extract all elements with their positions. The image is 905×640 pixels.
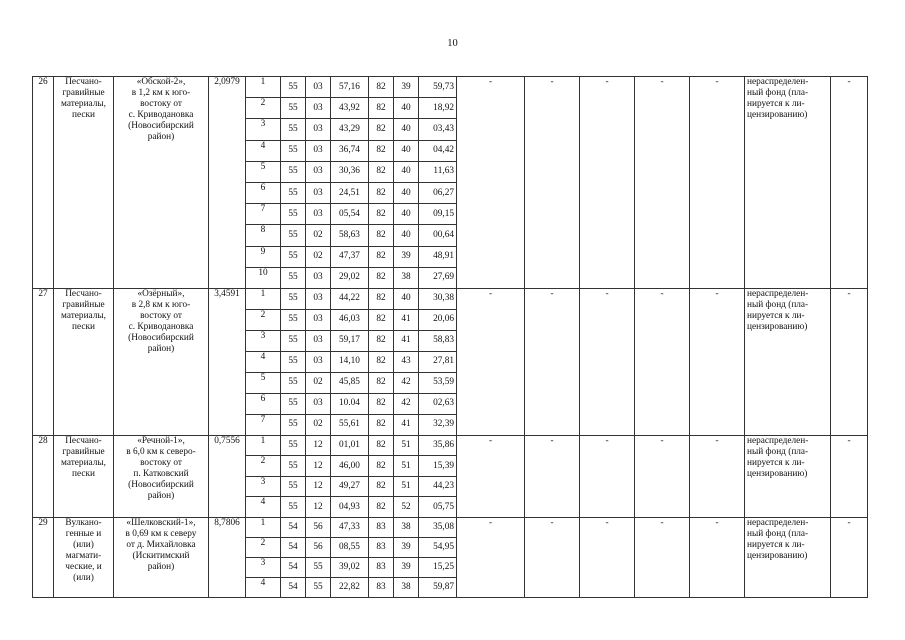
lon-degrees: 82 [369, 246, 394, 267]
lon-degrees: 82 [369, 119, 394, 140]
lat-minutes: 03 [306, 267, 331, 288]
material-line: Песчано- [65, 77, 102, 87]
lat-degrees: 54 [281, 577, 306, 597]
lat-seconds: 43,29 [331, 119, 369, 140]
empty-value: - [690, 77, 745, 289]
point-number: 1 [246, 517, 281, 537]
material-line: Песчано- [65, 435, 102, 446]
empty-value: - [580, 517, 635, 597]
lon-minutes: 42 [394, 393, 419, 414]
lat-degrees: 55 [281, 414, 306, 435]
site-line: «Обской-2», [136, 77, 186, 87]
empty-value: - [831, 435, 868, 517]
lat-seconds: 30,36 [331, 161, 369, 182]
lon-minutes: 38 [394, 517, 419, 537]
lat-degrees: 54 [281, 557, 306, 577]
lat-degrees: 55 [281, 119, 306, 140]
record-number: 29 [33, 517, 54, 597]
lon-minutes: 38 [394, 267, 419, 288]
lon-seconds: 53,59 [419, 372, 457, 393]
lon-minutes: 38 [394, 577, 419, 597]
status-line: цензированию) [747, 550, 808, 561]
point-number: 2 [246, 98, 281, 119]
lat-seconds: 29,02 [331, 267, 369, 288]
point-number: 1 [246, 435, 281, 456]
site-line: район) [147, 490, 175, 501]
site-line: востоку от [140, 99, 182, 109]
material-line: Вулкано- [65, 517, 102, 528]
lon-minutes: 40 [394, 119, 419, 140]
lon-seconds: 27,69 [419, 267, 457, 288]
lon-degrees: 83 [369, 577, 394, 597]
lat-seconds: 39,02 [331, 557, 369, 577]
lon-degrees: 82 [369, 372, 394, 393]
lat-degrees: 55 [281, 456, 306, 477]
lon-seconds: 48,91 [419, 246, 457, 267]
lon-minutes: 40 [394, 161, 419, 182]
empty-value: - [525, 517, 580, 597]
lat-seconds: 43,92 [331, 98, 369, 119]
lat-degrees: 55 [281, 435, 306, 456]
lat-seconds: 55,61 [331, 414, 369, 435]
record-number: 27 [33, 288, 54, 435]
register-body [33, 77, 868, 598]
lat-minutes: 03 [306, 351, 331, 372]
empty-value: - [580, 435, 635, 517]
lon-minutes: 41 [394, 309, 419, 330]
material-line: ческие, и [65, 561, 102, 572]
point-number: 6 [246, 393, 281, 414]
lon-minutes: 40 [394, 204, 419, 225]
point-number: 8 [246, 225, 281, 246]
lat-seconds: 45,85 [331, 372, 369, 393]
empty-value: - [690, 288, 745, 435]
point-number: 1 [246, 288, 281, 309]
lon-degrees: 82 [369, 414, 394, 435]
empty-value: - [525, 288, 580, 435]
lat-degrees: 55 [281, 246, 306, 267]
empty-value: - [635, 435, 690, 517]
material-line: (или) [73, 572, 94, 583]
point-number: 7 [246, 204, 281, 225]
status-line: нераспределен- [747, 77, 809, 87]
lon-degrees: 82 [369, 140, 394, 161]
lat-degrees: 54 [281, 517, 306, 537]
status-line: нируется к ли- [747, 310, 805, 321]
point-number: 4 [246, 497, 281, 518]
lon-minutes: 40 [394, 98, 419, 119]
lon-seconds: 44,23 [419, 476, 457, 497]
material-line: материалы, [61, 310, 106, 321]
status-line: цензированию) [747, 468, 808, 479]
empty-value: - [635, 517, 690, 597]
lat-seconds: 44,22 [331, 288, 369, 309]
point-number: 3 [246, 476, 281, 497]
lat-minutes: 02 [306, 246, 331, 267]
site-line: «Шелковский-1», [126, 517, 196, 528]
lon-minutes: 42 [394, 372, 419, 393]
empty-value: - [635, 288, 690, 435]
lat-minutes: 02 [306, 372, 331, 393]
lat-minutes: 12 [306, 435, 331, 456]
status-line: нируется к ли- [747, 539, 805, 550]
lat-degrees: 54 [281, 537, 306, 557]
lon-seconds: 03,43 [419, 119, 457, 140]
lon-seconds: 05,75 [419, 497, 457, 518]
lon-minutes: 39 [394, 557, 419, 577]
lat-degrees: 55 [281, 288, 306, 309]
lat-seconds: 04,93 [331, 497, 369, 518]
status-line: ный фонд (пла- [747, 299, 809, 310]
lat-seconds: 10.04 [331, 393, 369, 414]
empty-value: - [831, 517, 868, 597]
lon-seconds: 04,42 [419, 140, 457, 161]
material-line: гравийные [62, 446, 105, 457]
lat-seconds: 01,01 [331, 435, 369, 456]
lat-minutes: 55 [306, 557, 331, 577]
fund-status [745, 77, 831, 289]
lon-seconds: 59,87 [419, 577, 457, 597]
lon-seconds: 11,63 [419, 161, 457, 182]
lat-degrees: 55 [281, 476, 306, 497]
lon-minutes: 41 [394, 414, 419, 435]
lat-minutes: 03 [306, 140, 331, 161]
material-line: пески [72, 110, 95, 120]
site-area: 8,7806 [209, 517, 246, 597]
table-row [33, 288, 868, 309]
lon-minutes: 51 [394, 476, 419, 497]
material-type [54, 288, 114, 435]
status-line: нераспределен- [747, 517, 809, 528]
lon-seconds: 35,86 [419, 435, 457, 456]
lon-degrees: 82 [369, 330, 394, 351]
point-number: 4 [246, 577, 281, 597]
point-number: 5 [246, 161, 281, 182]
lat-minutes: 55 [306, 577, 331, 597]
lat-degrees: 55 [281, 267, 306, 288]
lon-minutes: 41 [394, 330, 419, 351]
lon-seconds: 35,08 [419, 517, 457, 537]
lat-degrees: 55 [281, 330, 306, 351]
lat-degrees: 55 [281, 393, 306, 414]
lon-seconds: 18,92 [419, 98, 457, 119]
lon-minutes: 52 [394, 497, 419, 518]
empty-value: - [580, 77, 635, 289]
site-line: востоку от [140, 457, 182, 468]
site-line: (Новосибирский [128, 121, 194, 131]
lon-minutes: 39 [394, 537, 419, 557]
lat-seconds: 36,74 [331, 140, 369, 161]
site-line: район) [147, 132, 175, 142]
empty-value: - [457, 435, 525, 517]
lat-minutes: 03 [306, 182, 331, 203]
material-line: (или) [73, 539, 94, 550]
lon-degrees: 82 [369, 288, 394, 309]
lon-seconds: 59,73 [419, 77, 457, 98]
lon-seconds: 27,81 [419, 351, 457, 372]
lat-minutes: 03 [306, 161, 331, 182]
site-area: 3,4591 [209, 288, 246, 435]
site-line: (Новосибирский [128, 332, 194, 343]
lat-minutes: 12 [306, 456, 331, 477]
lon-seconds: 02,63 [419, 393, 457, 414]
lat-minutes: 03 [306, 204, 331, 225]
fund-status [745, 517, 831, 597]
point-number: 9 [246, 246, 281, 267]
lat-degrees: 55 [281, 497, 306, 518]
lat-minutes: 03 [306, 309, 331, 330]
lon-degrees: 82 [369, 435, 394, 456]
point-number: 3 [246, 119, 281, 140]
empty-value: - [457, 77, 525, 289]
lon-seconds: 06,27 [419, 182, 457, 203]
site-line: п. Катковский [133, 468, 189, 479]
site-name [114, 288, 209, 435]
material-line: генные и [65, 528, 102, 539]
status-line: цензированию) [747, 110, 808, 120]
table-row [33, 517, 868, 537]
fund-status [745, 435, 831, 517]
material-line: пески [72, 468, 95, 479]
site-line: (Искитимский [132, 550, 190, 561]
lon-seconds: 09,15 [419, 204, 457, 225]
lat-degrees: 55 [281, 225, 306, 246]
lat-degrees: 55 [281, 309, 306, 330]
lon-seconds: 00,64 [419, 225, 457, 246]
lon-minutes: 43 [394, 351, 419, 372]
status-line: нераспределен- [747, 435, 809, 446]
lon-degrees: 82 [369, 267, 394, 288]
deposits-register-table [32, 76, 868, 598]
page-number: 10 [447, 38, 458, 49]
lat-degrees: 55 [281, 98, 306, 119]
lat-seconds: 08,55 [331, 537, 369, 557]
lon-degrees: 82 [369, 204, 394, 225]
point-number: 2 [246, 456, 281, 477]
lon-seconds: 20,06 [419, 309, 457, 330]
site-line: в 0,69 км к северу [125, 528, 197, 539]
lat-degrees: 55 [281, 204, 306, 225]
point-number: 3 [246, 330, 281, 351]
site-line: с. Криводановка [128, 321, 194, 332]
status-line: нируется к ли- [747, 457, 805, 468]
table-row [33, 77, 868, 98]
lon-minutes: 39 [394, 77, 419, 98]
material-line: гравийные [62, 299, 105, 310]
lat-seconds: 46,03 [331, 309, 369, 330]
point-number: 7 [246, 414, 281, 435]
point-number: 10 [246, 267, 281, 288]
lat-minutes: 56 [306, 517, 331, 537]
lat-minutes: 03 [306, 98, 331, 119]
record-number: 26 [33, 77, 54, 289]
empty-value: - [690, 517, 745, 597]
site-line: район) [147, 343, 175, 354]
material-line: материалы, [61, 457, 106, 468]
lon-minutes: 40 [394, 225, 419, 246]
empty-value: - [580, 288, 635, 435]
lat-minutes: 03 [306, 330, 331, 351]
lat-minutes: 03 [306, 288, 331, 309]
point-number: 6 [246, 182, 281, 203]
lat-minutes: 02 [306, 225, 331, 246]
lon-degrees: 83 [369, 557, 394, 577]
lat-degrees: 55 [281, 182, 306, 203]
lat-seconds: 49,27 [331, 476, 369, 497]
lon-degrees: 82 [369, 182, 394, 203]
material-line: материалы, [61, 99, 106, 109]
point-number: 4 [246, 351, 281, 372]
status-line: ный фонд (пла- [747, 528, 809, 539]
status-line: нераспределен- [747, 288, 809, 299]
status-line: нируется к ли- [747, 99, 805, 109]
lon-seconds: 54,95 [419, 537, 457, 557]
fund-status [745, 288, 831, 435]
lat-seconds: 47,33 [331, 517, 369, 537]
site-area: 2,0979 [209, 77, 246, 289]
status-line: ный фонд (пла- [747, 446, 809, 457]
material-type [54, 517, 114, 597]
material-line: магмати- [65, 550, 102, 561]
lat-seconds: 59,17 [331, 330, 369, 351]
site-name [114, 77, 209, 289]
empty-value: - [831, 77, 868, 289]
site-line: востоку от [140, 310, 182, 321]
lat-seconds: 58,63 [331, 225, 369, 246]
site-line: «Озёрный», [137, 288, 185, 299]
table-row [33, 435, 868, 456]
material-line: Песчано- [65, 288, 102, 299]
material-line: пески [72, 321, 95, 332]
lon-degrees: 82 [369, 77, 394, 98]
lat-minutes: 12 [306, 497, 331, 518]
empty-value: - [457, 288, 525, 435]
lon-degrees: 82 [369, 497, 394, 518]
lat-seconds: 22,82 [331, 577, 369, 597]
lon-minutes: 40 [394, 288, 419, 309]
site-line: с. Криводановка [128, 110, 194, 120]
lon-degrees: 82 [369, 393, 394, 414]
point-number: 2 [246, 537, 281, 557]
material-type [54, 435, 114, 517]
lat-minutes: 02 [306, 414, 331, 435]
site-area: 0,7556 [209, 435, 246, 517]
empty-value: - [831, 288, 868, 435]
lon-degrees: 82 [369, 225, 394, 246]
lat-seconds: 57,16 [331, 77, 369, 98]
lon-minutes: 51 [394, 435, 419, 456]
lon-seconds: 15,25 [419, 557, 457, 577]
lon-seconds: 32,39 [419, 414, 457, 435]
lat-degrees: 55 [281, 351, 306, 372]
lat-degrees: 55 [281, 161, 306, 182]
record-number: 28 [33, 435, 54, 517]
point-number: 4 [246, 140, 281, 161]
lon-minutes: 40 [394, 182, 419, 203]
lon-seconds: 30,38 [419, 288, 457, 309]
lat-seconds: 14,10 [331, 351, 369, 372]
lon-degrees: 82 [369, 161, 394, 182]
lat-minutes: 56 [306, 537, 331, 557]
lon-seconds: 15,39 [419, 456, 457, 477]
lon-minutes: 39 [394, 246, 419, 267]
site-line: (Новосибирский [128, 479, 194, 490]
lat-degrees: 55 [281, 140, 306, 161]
lon-degrees: 82 [369, 98, 394, 119]
point-number: 1 [246, 77, 281, 98]
site-line: район) [147, 561, 175, 572]
lat-minutes: 03 [306, 119, 331, 140]
site-line: в 1,2 км к юго- [131, 88, 191, 98]
lat-minutes: 03 [306, 77, 331, 98]
lat-seconds: 24,51 [331, 182, 369, 203]
site-line: от д. Михайловка [126, 539, 196, 550]
lat-seconds: 05,54 [331, 204, 369, 225]
lon-degrees: 82 [369, 476, 394, 497]
empty-value: - [525, 435, 580, 517]
empty-value: - [525, 77, 580, 289]
empty-value: - [690, 435, 745, 517]
lat-degrees: 55 [281, 77, 306, 98]
lon-minutes: 40 [394, 140, 419, 161]
site-name [114, 435, 209, 517]
status-line: ный фонд (пла- [747, 88, 809, 98]
lat-minutes: 03 [306, 393, 331, 414]
point-number: 5 [246, 372, 281, 393]
lon-seconds: 58,83 [419, 330, 457, 351]
site-line: в 2,8 км к юго- [131, 299, 191, 310]
material-type [54, 77, 114, 289]
lon-degrees: 83 [369, 517, 394, 537]
lon-degrees: 82 [369, 456, 394, 477]
lon-minutes: 51 [394, 456, 419, 477]
lat-seconds: 47,37 [331, 246, 369, 267]
empty-value: - [457, 517, 525, 597]
lon-degrees: 83 [369, 537, 394, 557]
lat-degrees: 55 [281, 372, 306, 393]
status-line: цензированию) [747, 321, 808, 332]
site-line: в 6,0 км к северо- [126, 446, 196, 457]
material-line: гравийные [62, 88, 105, 98]
point-number: 3 [246, 557, 281, 577]
point-number: 2 [246, 309, 281, 330]
lat-minutes: 12 [306, 476, 331, 497]
lon-degrees: 82 [369, 351, 394, 372]
empty-value: - [635, 77, 690, 289]
lon-degrees: 82 [369, 309, 394, 330]
site-line: «Речной-1», [137, 435, 185, 446]
site-name [114, 517, 209, 597]
lat-seconds: 46,00 [331, 456, 369, 477]
